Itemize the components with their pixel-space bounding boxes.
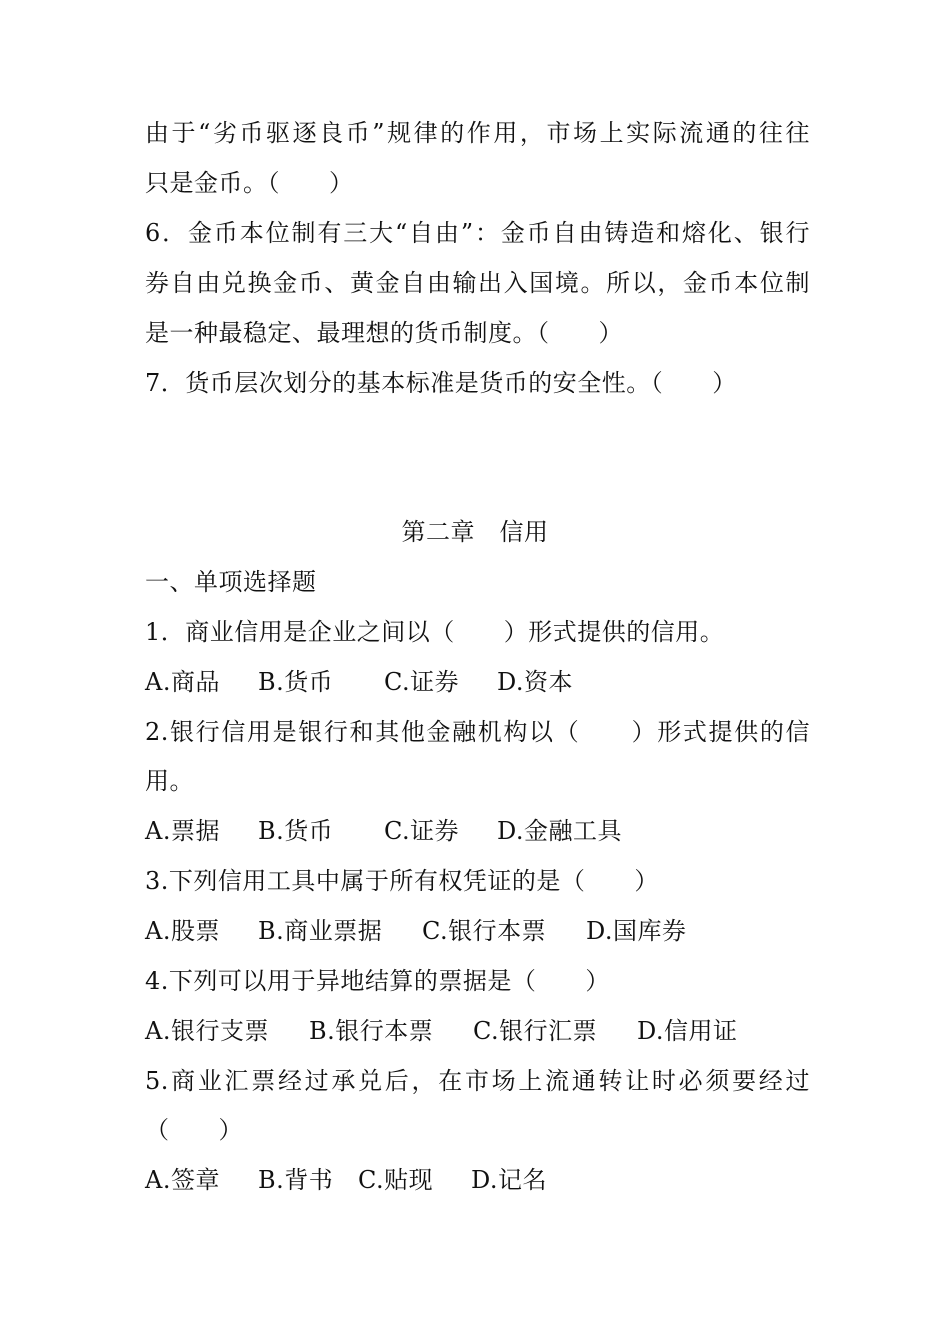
option-c: C.银行汇票: [473, 1017, 598, 1045]
option-c: C.证券: [384, 817, 460, 845]
question-5-options: [145, 1165, 810, 1195]
question-4-options: [145, 1016, 810, 1046]
question-1-stem: 1．商业信用是企业之间以（ ）形式提供的信用。: [145, 618, 725, 646]
question-2-stem-line-2: 用。: [145, 767, 194, 795]
section-heading: 一、单项选择题: [145, 568, 317, 596]
q5-continuation-line-1: 由于“劣币驱逐良币”规律的作用，市场上实际流通的往往: [145, 119, 810, 147]
option-d: D.资本: [497, 668, 574, 696]
option-a: A.签章: [145, 1166, 220, 1194]
option-c: C.银行本票: [422, 917, 547, 945]
option-d: D.金融工具: [497, 817, 623, 845]
question-3-stem: 3.下列信用工具中属于所有权凭证的是（ ）: [145, 867, 659, 895]
option-d: D.记名: [471, 1166, 548, 1194]
option-d: D.国库券: [586, 917, 687, 945]
option-b: B.背书: [258, 1166, 334, 1194]
question-5-stem-line-1: 5.商业汇票经过承兑后，在市场上流通转让时必须要经过: [145, 1067, 810, 1095]
option-c: C.贴现: [358, 1166, 434, 1194]
option-a: A.商品: [145, 668, 220, 696]
option-a: A.股票: [145, 917, 220, 945]
question-4-stem: 4.下列可以用于异地结算的票据是（ ）: [145, 967, 610, 995]
question-3-options: [145, 916, 810, 946]
q5-continuation-line-2: 只是金币。（ ）: [145, 169, 354, 197]
q6-line-2: 券自由兑换金币、黄金自由输出入国境。所以，金币本位制: [145, 269, 810, 297]
option-b: B.货币: [258, 817, 334, 845]
chapter-title: 第二章 信用: [401, 518, 549, 546]
option-a: A.票据: [145, 817, 220, 845]
q7-line: 7．货币层次划分的基本标准是货币的安全性。（ ）: [145, 369, 737, 397]
question-2-stem-line-1: 2.银行信用是银行和其他金融机构以（ ）形式提供的信: [145, 718, 810, 746]
q6-line-3: 是一种最稳定、最理想的货币制度。（ ）: [145, 319, 623, 347]
question-1-options: [145, 667, 810, 697]
option-c: C.证券: [384, 668, 460, 696]
option-a: A.银行支票: [145, 1017, 269, 1045]
option-b: B.银行本票: [309, 1017, 434, 1045]
question-2-options: [145, 816, 810, 846]
question-5-stem-line-2: （ ）: [145, 1116, 243, 1144]
option-b: B.商业票据: [258, 917, 383, 945]
option-d: D.信用证: [637, 1017, 738, 1045]
q6-line-1: 6．金币本位制有三大“自由”：金币自由铸造和熔化、银行: [145, 219, 810, 247]
option-b: B.货币: [258, 668, 334, 696]
